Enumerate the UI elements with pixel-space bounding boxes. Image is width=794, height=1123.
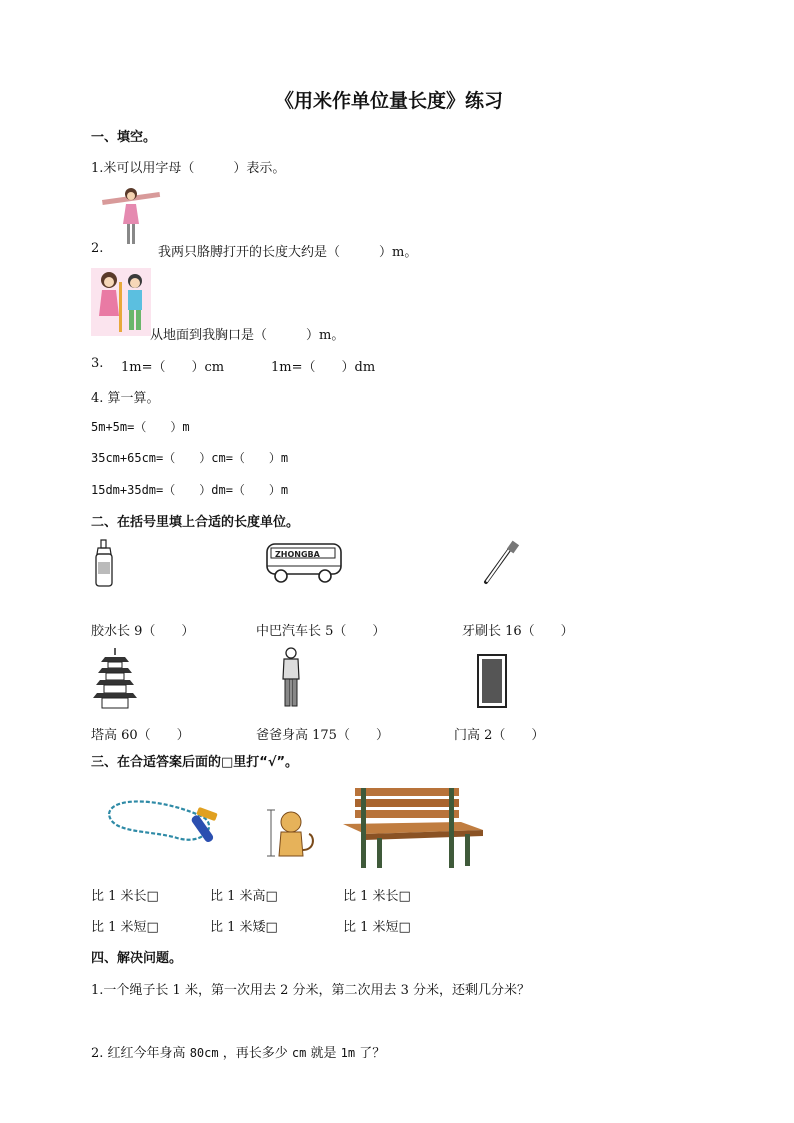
bench-shorter-option[interactable]: 比 1 米短□: [343, 920, 411, 935]
page-title: 《用米作单位量长度》练习: [275, 90, 504, 112]
q3-part-b: 1m=（ ）dm: [271, 360, 376, 375]
father-height-text: 爸爸身高 175（ ）: [256, 728, 389, 743]
section3-heading: 三、在合适答案后面的□里打“√”。: [91, 755, 299, 770]
problem-2-mid2: 就是: [310, 1046, 337, 1061]
bench-longer-option[interactable]: 比 1 米长□: [343, 889, 411, 904]
q2b-text: 从地面到我胸口是（ ）m。: [150, 328, 345, 343]
minibus-image: [265, 540, 345, 586]
q4-line-1: 5m+5m=（ ）m: [91, 420, 190, 434]
problem-2-prefix: 2. 红红今年身高: [91, 1046, 186, 1061]
q4-line-3: 15dm+35dm=（ ）dm=（ ）m: [91, 483, 289, 497]
father-image: [278, 647, 304, 709]
q2-text: 我两只胳膊打开的长度大约是（ ）m。: [158, 245, 418, 260]
q3-part-a: 1m=（ ）cm: [121, 360, 225, 375]
pagoda-height-text: 塔高 60（ ）: [91, 728, 190, 743]
q4-line-2: 35cm+65cm=（ ）cm=（ ）m: [91, 451, 289, 465]
cat-taller-option[interactable]: 比 1 米高□: [210, 889, 278, 904]
problem-2-tail: 了？: [359, 1046, 386, 1061]
rope-shorter-option[interactable]: 比 1 米短□: [91, 920, 159, 935]
problem-2-unit: cm: [291, 1046, 307, 1060]
toothbrush-length-text: 牙刷长 16（ ）: [462, 624, 574, 639]
bus-length-text: 中巴汽车长 5（ ）: [256, 624, 386, 639]
cat-image: [263, 806, 323, 862]
jump-rope-image: [101, 794, 225, 858]
problem-2-mid: ，再长多少: [222, 1046, 288, 1061]
pagoda-image: [93, 647, 137, 709]
section2-heading: 二、在括号里填上合适的长度单位。: [91, 515, 300, 530]
q4-heading: 4. 算一算。: [91, 391, 160, 406]
glue-length-text: 胶水长 9（ ）: [91, 624, 195, 639]
problem-2-height: 80cm: [189, 1046, 219, 1060]
rope-longer-option[interactable]: 比 1 米长□: [91, 889, 159, 904]
bench-image: [337, 786, 489, 872]
cat-shorter-option[interactable]: 比 1 米矮□: [210, 920, 278, 935]
section1-heading: 一、填空。: [91, 130, 157, 145]
girl-arms-open-image: [100, 184, 162, 252]
toothbrush-image: [482, 540, 522, 586]
section4-heading: 四、解决问题。: [91, 951, 183, 966]
door-image: [477, 654, 507, 708]
q3-number: 3.: [91, 356, 104, 371]
glue-bottle-image: [92, 538, 118, 588]
door-height-text: 门高 2（ ）: [454, 728, 545, 743]
q1-text: 1.米可以用字母（ ）表示。: [91, 161, 286, 176]
problem-2-text: [91, 1042, 385, 1061]
children-measuring-image: [91, 268, 151, 336]
problem-2-target: 1m: [340, 1046, 356, 1060]
q2-number: 2.: [91, 241, 104, 256]
bus-sign: ZHONGBA: [275, 550, 320, 559]
problem-1-text: 1.一个绳子长 1 米，第一次用去 2 分米，第二次用去 3 分米，还剩几分米？: [91, 983, 531, 998]
